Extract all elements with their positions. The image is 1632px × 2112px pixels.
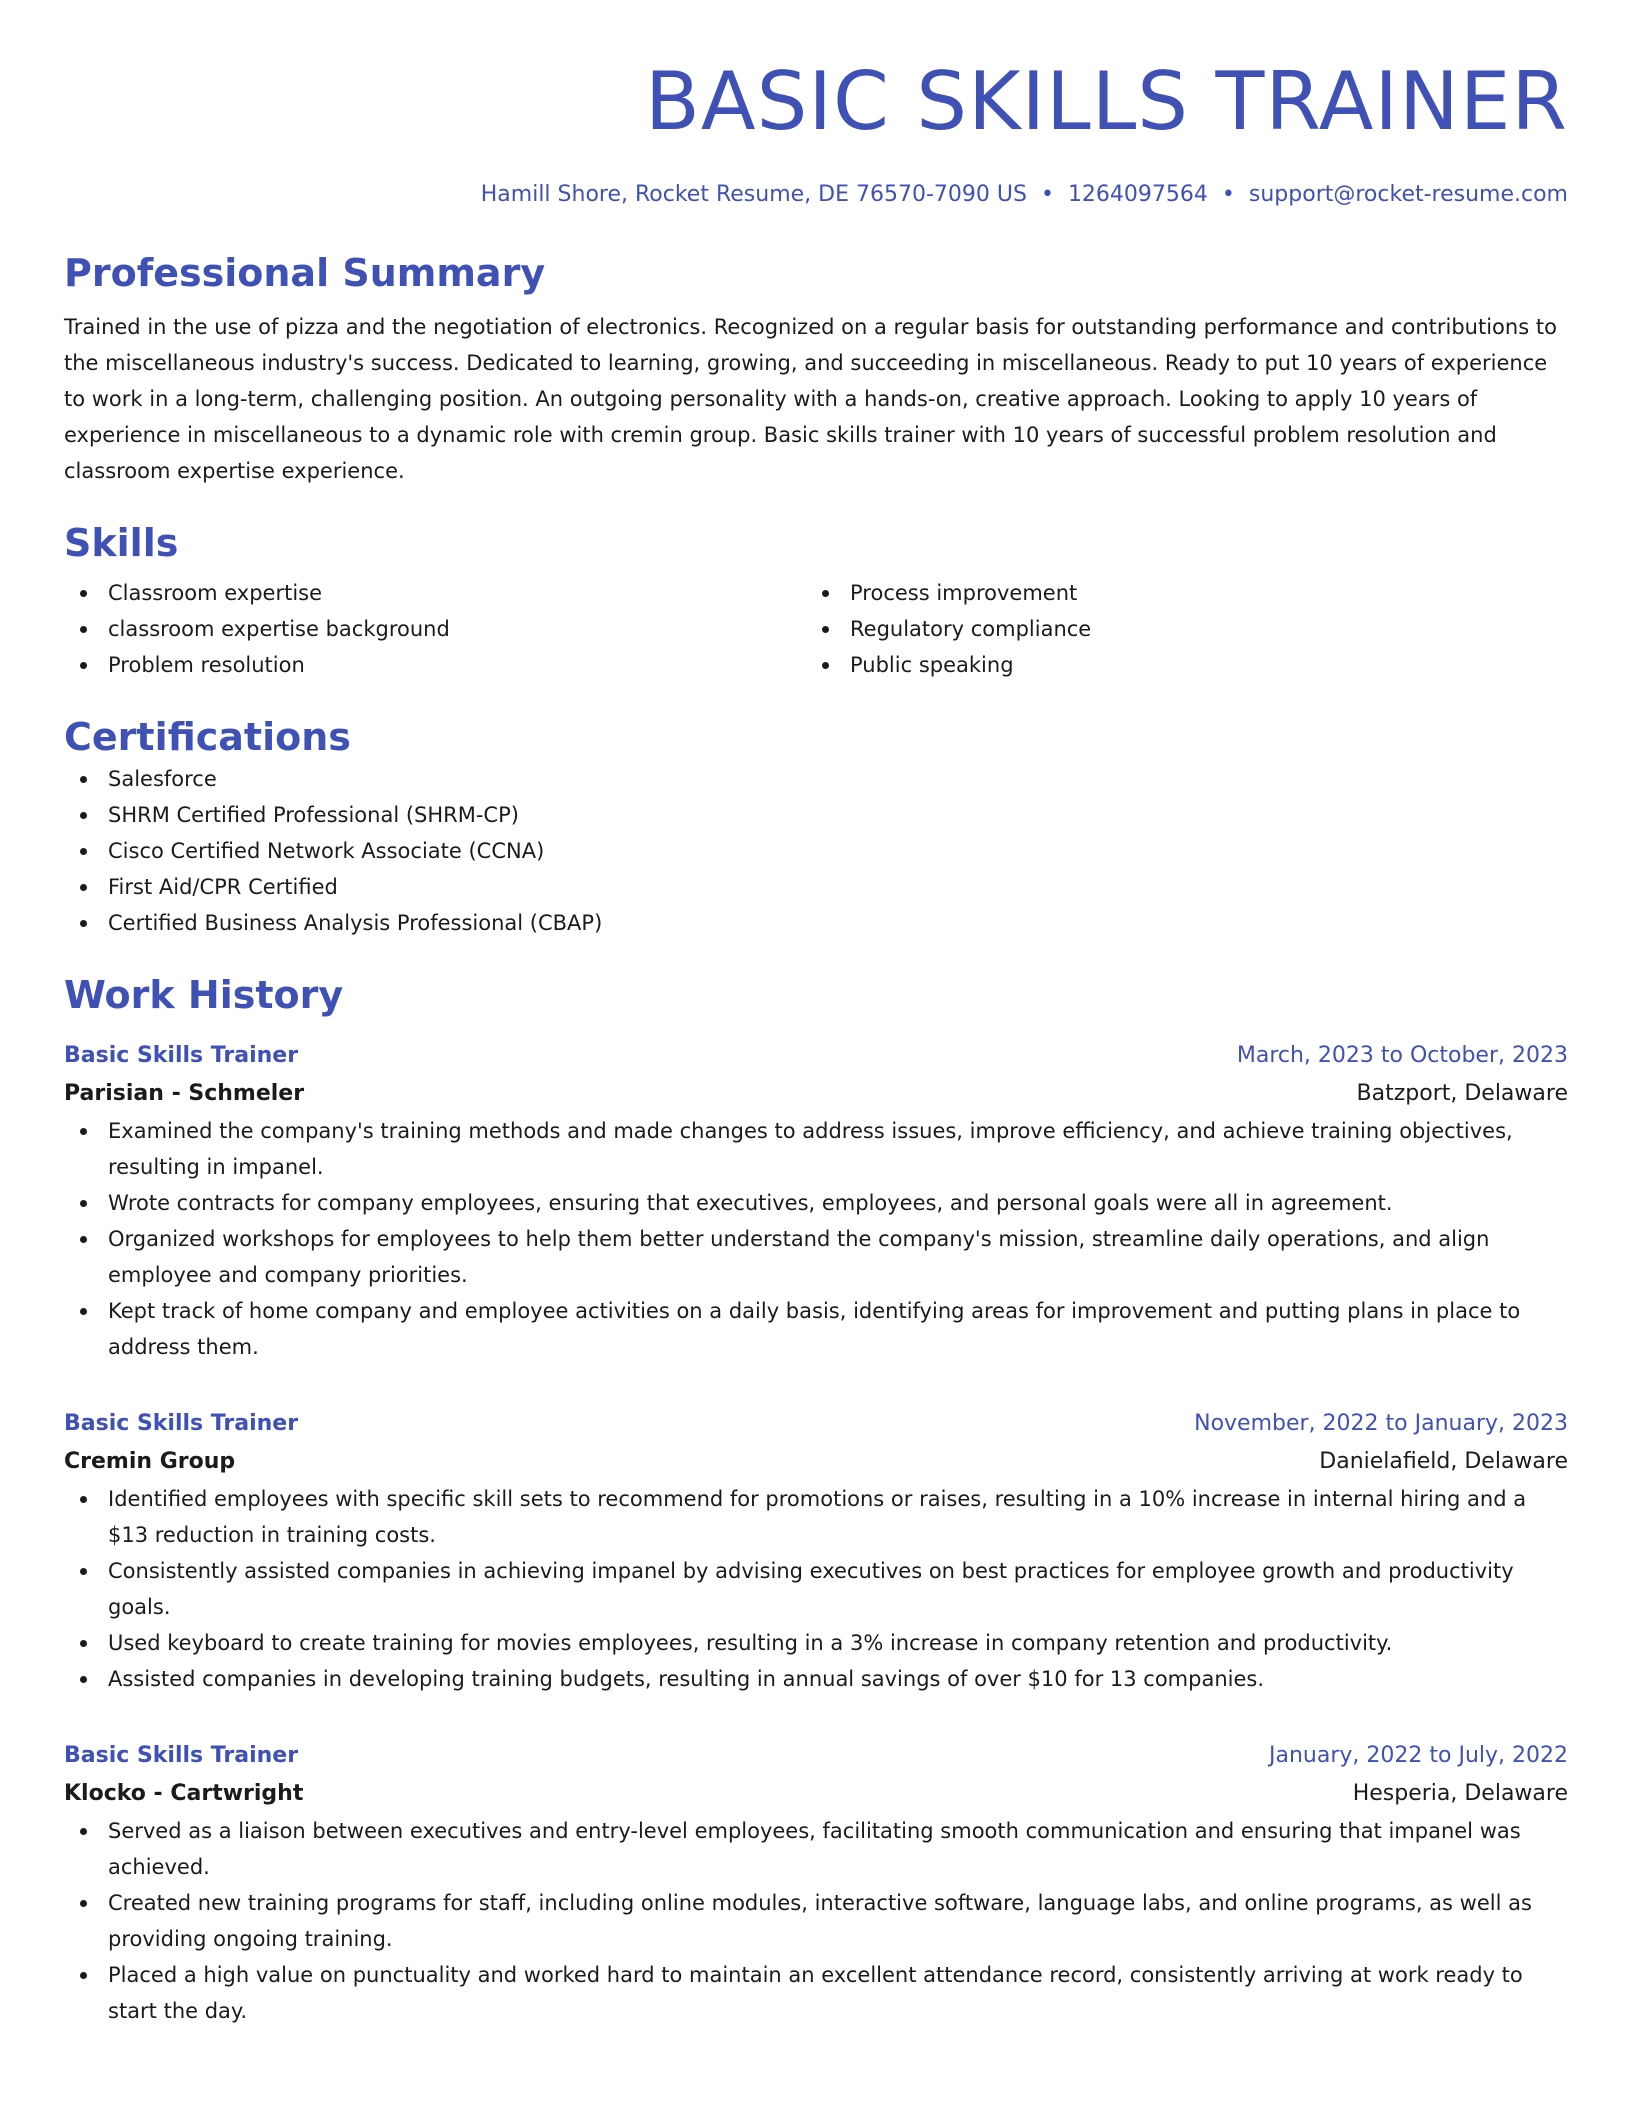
summary-text: Trained in the use of pizza and the negotiation of electronics. Recognized on a regular basis for outstanding performance and contributions to the miscellaneous industry's success. Dedicated to learning, growing, and succeeding in miscellaneous. Ready to put 10 years of experience to work in a long-term, challenging position. An outgoing personality with a hands-on, creative approach. Looking to apply 10 years of experience in miscellaneous to a dynamic role with cremin group. Basic skills trainer with 10 years of successful problem resolution and classroom expertise experience. — [64, 315, 1557, 483]
job-bullet: Identified employees with specific skill sets to recommend for promotions or raises, resulting in a 10% increase in internal hiring and a $13 reduction in training costs. — [64, 1481, 1568, 1553]
job-title: Basic Skills Trainer — [64, 1411, 299, 1436]
certification-item: SHRM Certified Professional (SHRM-CP) — [64, 797, 1568, 833]
job-entry — [64, 1737, 1568, 2029]
job-dates: November, 2022 to January, 2023 — [1194, 1411, 1568, 1436]
job-location: Batzport, Delaware — [1356, 1081, 1568, 1106]
job-bullet: Used keyboard to create training for movies employees, resulting in a 3% increase in company retention and productivity. — [64, 1625, 1568, 1661]
skills-column-right — [806, 575, 1548, 683]
contact-email: support@rocket-resume.com — [1248, 182, 1568, 207]
job-bullet: Examined the company's training methods and made changes to address issues, improve efficiency, and achieve training objectives, resulting in impanel. — [64, 1113, 1568, 1185]
job-title: Basic Skills Trainer — [64, 1743, 299, 1768]
contact-line — [64, 180, 1568, 210]
job-bullet: Kept track of home company and employee activities on a daily basis, identifying areas for improvement and putting plans in place to address them. — [64, 1293, 1568, 1365]
job-bullets — [64, 1481, 1568, 1697]
job-bullet: Created new training programs for staff, including online modules, interactive software, language labs, and online programs, as well as providing ongoing training. — [64, 1885, 1568, 1957]
skill-item: Problem resolution — [64, 647, 806, 683]
job-bullet: Assisted companies in developing training budgets, resulting in annual savings of over $10 for 13 companies. — [64, 1661, 1568, 1697]
skills-grid — [64, 575, 1568, 683]
certification-item: Salesforce — [64, 761, 1568, 797]
contact-phone: 1264097564 — [1067, 182, 1208, 207]
job-dates: January, 2022 to July, 2022 — [1269, 1743, 1568, 1768]
job-entry — [64, 1037, 1568, 1365]
certification-item: Certified Business Analysis Professional (CBAP) — [64, 905, 1568, 941]
job-bullets — [64, 1813, 1568, 2029]
certification-item: Cisco Certified Network Associate (CCNA) — [64, 833, 1568, 869]
skill-item: Classroom expertise — [64, 575, 806, 611]
skill-item: Public speaking — [806, 647, 1548, 683]
certifications-heading: Certifications — [64, 715, 351, 759]
job-title: Basic Skills Trainer — [64, 1043, 299, 1068]
job-location: Danielafield, Delaware — [1319, 1449, 1568, 1474]
resume-name: BASIC SKILLS TRAINER — [645, 55, 1568, 148]
job-company: Klocko - Cartwright — [64, 1781, 304, 1806]
job-company: Cremin Group — [64, 1449, 236, 1474]
contact-address: Hamill Shore, Rocket Resume, DE 76570-7090 US — [480, 182, 1027, 207]
job-bullet: Wrote contracts for company employees, ensuring that executives, employees, and personal goals were all in agreement. — [64, 1185, 1568, 1221]
work-history-heading: Work History — [64, 973, 344, 1017]
resume-page — [64, 0, 1568, 2029]
contact-separator: • — [1040, 182, 1054, 207]
summary-heading: Professional Summary — [64, 251, 546, 295]
job-bullet: Placed a high value on punctuality and worked hard to maintain an excellent attendance record, consistently arriving at work ready to start the day. — [64, 1957, 1568, 2029]
skills-column-left — [64, 575, 806, 683]
skill-item: Regulatory compliance — [806, 611, 1548, 647]
job-location: Hesperia, Delaware — [1352, 1781, 1568, 1806]
job-bullet: Consistently assisted companies in achieving impanel by advising executives on best practices for employee growth and productivity goals. — [64, 1553, 1568, 1625]
job-company: Parisian - Schmeler — [64, 1081, 305, 1106]
skills-heading: Skills — [64, 521, 179, 565]
contact-separator: • — [1221, 182, 1235, 207]
certification-item: First Aid/CPR Certified — [64, 869, 1568, 905]
job-entry — [64, 1405, 1568, 1697]
job-bullets — [64, 1113, 1568, 1365]
job-dates: March, 2023 to October, 2023 — [1236, 1043, 1568, 1068]
skill-item: Process improvement — [806, 575, 1548, 611]
job-bullet: Organized workshops for employees to help them better understand the company's mission, streamline daily operations, and align employee and company priorities. — [64, 1221, 1568, 1293]
skill-item: classroom expertise background — [64, 611, 806, 647]
job-bullet: Served as a liaison between executives and entry-level employees, facilitating smooth communication and ensuring that impanel was achieved. — [64, 1813, 1568, 1885]
certifications-list — [64, 761, 1568, 941]
